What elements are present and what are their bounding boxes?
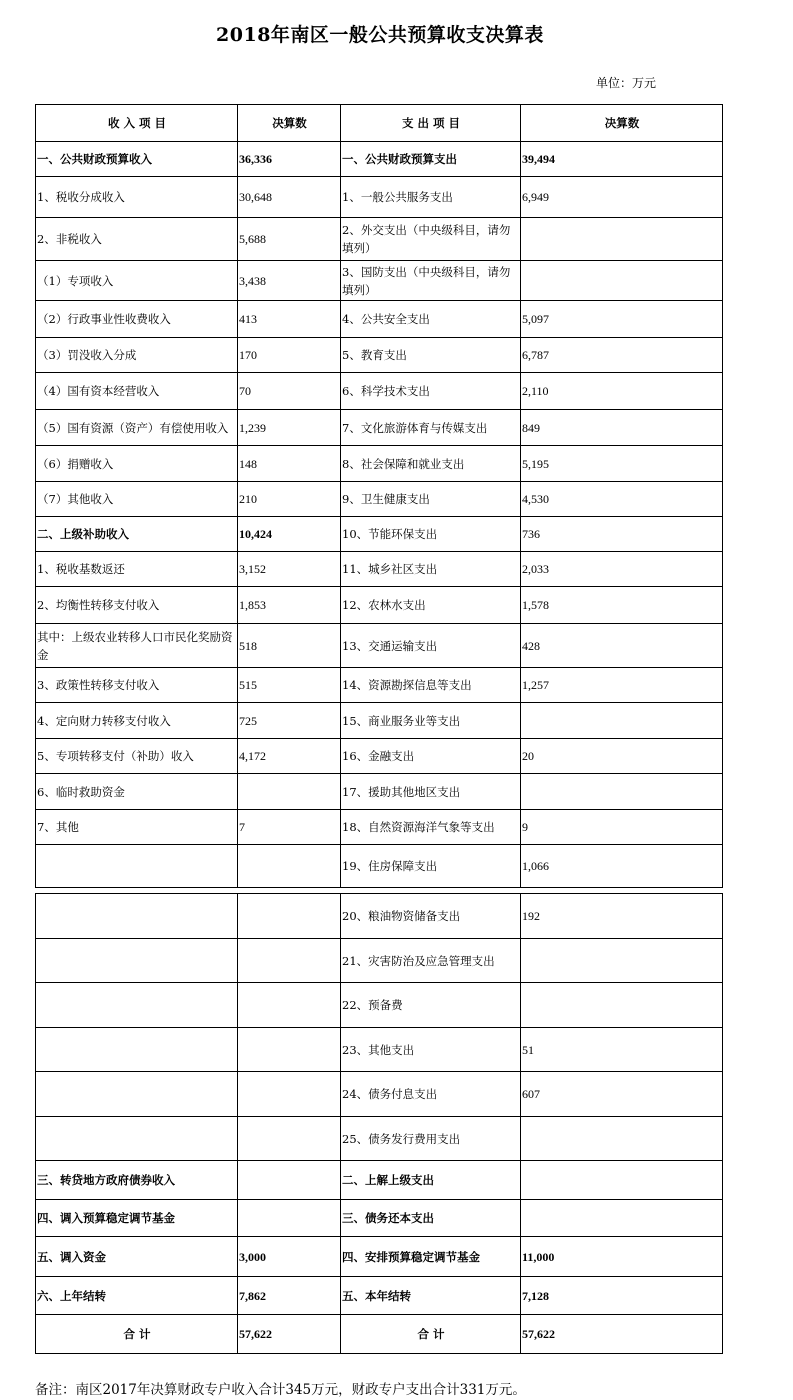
expense-item-cell: 五、本年结转 <box>341 1277 521 1315</box>
expense-value-cell: 1,066 <box>521 845 723 888</box>
income-value-cell: 3,438 <box>238 261 341 301</box>
income-value-cell <box>238 983 341 1028</box>
income-value-cell <box>238 894 341 939</box>
income-item-cell: 2、非税收入 <box>36 218 238 261</box>
expense-value-cell <box>521 218 723 261</box>
expense-item-cell: 3、国防支出（中央级科目，请勿填列） <box>341 261 521 301</box>
expense-item-cell: 1、一般公共服务支出 <box>341 177 521 218</box>
income-value-cell: 413 <box>238 301 341 338</box>
table-row <box>36 845 723 888</box>
table-row <box>36 1200 723 1237</box>
income-total-label: 合 计 <box>36 1315 238 1354</box>
table-header-row <box>36 105 723 142</box>
table-row <box>36 703 723 739</box>
expense-value-cell: 5,195 <box>521 446 723 482</box>
income-item-cell <box>36 1028 238 1072</box>
income-item-cell: （7）其他收入 <box>36 482 238 517</box>
expense-value-cell <box>521 983 723 1028</box>
expense-value-cell <box>521 1161 723 1200</box>
expense-item-cell: 5、教育支出 <box>341 338 521 373</box>
expense-value-cell <box>521 774 723 810</box>
income-item-cell: （5）国有资源（资产）有偿使用收入 <box>36 410 238 446</box>
income-value-cell: 3,000 <box>238 1237 341 1277</box>
expense-item-cell: 20、粮油物资储备支出 <box>341 894 521 939</box>
expense-item-cell: 9、卫生健康支出 <box>341 482 521 517</box>
income-item-cell: 四、调入预算稳定调节基金 <box>36 1200 238 1237</box>
income-item-cell: 3、政策性转移支付收入 <box>36 668 238 703</box>
income-item-cell: （6）捐赠收入 <box>36 446 238 482</box>
income-value-cell <box>238 939 341 983</box>
expense-total-label: 合 计 <box>341 1315 521 1354</box>
table-row <box>36 338 723 373</box>
expense-value-cell: 849 <box>521 410 723 446</box>
footnote: 备注：南区2017年决算财政专户收入合计345万元，财政专户支出合计331万元。 <box>35 1382 526 1398</box>
income-value-cell: 515 <box>238 668 341 703</box>
income-item-cell <box>36 845 238 888</box>
income-value-cell: 5,688 <box>238 218 341 261</box>
expense-value-cell: 1,578 <box>521 587 723 624</box>
expense-value-cell: 11,000 <box>521 1237 723 1277</box>
income-value-cell: 1,853 <box>238 587 341 624</box>
expense-value-cell: 2,110 <box>521 373 723 410</box>
income-item-cell <box>36 1072 238 1117</box>
table-row <box>36 446 723 482</box>
table-row <box>36 1028 723 1072</box>
income-value-cell: 36,336 <box>238 142 341 177</box>
table-row <box>36 894 723 939</box>
income-item-cell: 五、调入资金 <box>36 1237 238 1277</box>
income-value-cell <box>238 1200 341 1237</box>
expense-item-cell: 18、自然资源海洋气象等支出 <box>341 810 521 845</box>
table-row <box>36 301 723 338</box>
table-row <box>36 983 723 1028</box>
expense-value-cell: 6,949 <box>521 177 723 218</box>
expense-item-cell: 17、援助其他地区支出 <box>341 774 521 810</box>
income-value-cell: 210 <box>238 482 341 517</box>
income-item-cell: （4）国有资本经营收入 <box>36 373 238 410</box>
expense-value-cell: 2,033 <box>521 552 723 587</box>
income-item-cell: 其中：上级农业转移人口市民化奖励资金 <box>36 624 238 668</box>
expense-value-cell: 39,494 <box>521 142 723 177</box>
table-row <box>36 1072 723 1117</box>
expense-item-cell: 16、金融支出 <box>341 739 521 774</box>
table-row <box>36 142 723 177</box>
table-row <box>36 261 723 301</box>
income-value-cell: 3,152 <box>238 552 341 587</box>
expense-value-cell: 7,128 <box>521 1277 723 1315</box>
table-row <box>36 587 723 624</box>
income-item-cell <box>36 894 238 939</box>
table-row <box>36 739 723 774</box>
expense-value-cell: 192 <box>521 894 723 939</box>
expense-item-cell: 四、安排预算稳定调节基金 <box>341 1237 521 1277</box>
budget-table-part1 <box>35 104 723 888</box>
income-value-cell: 7 <box>238 810 341 845</box>
income-value-cell: 7,862 <box>238 1277 341 1315</box>
table-row <box>36 373 723 410</box>
income-value-cell <box>238 1028 341 1072</box>
expense-item-cell: 13、交通运输支出 <box>341 624 521 668</box>
income-total-value: 57,622 <box>238 1315 341 1354</box>
table-row <box>36 1117 723 1161</box>
income-value-cell: 30,648 <box>238 177 341 218</box>
income-item-cell: 1、税收基数返还 <box>36 552 238 587</box>
table-row <box>36 668 723 703</box>
expense-value-cell: 1,257 <box>521 668 723 703</box>
expense-item-cell: 三、债务还本支出 <box>341 1200 521 1237</box>
expense-value-cell: 20 <box>521 739 723 774</box>
income-value-cell: 70 <box>238 373 341 410</box>
expense-item-cell: 2、外交支出（中央级科目，请勿填列） <box>341 218 521 261</box>
expense-item-cell: 24、债务付息支出 <box>341 1072 521 1117</box>
income-value-cell <box>238 774 341 810</box>
table-row <box>36 1277 723 1315</box>
income-item-cell: 2、均衡性转移支付收入 <box>36 587 238 624</box>
expense-total-value: 57,622 <box>521 1315 723 1354</box>
expense-value-cell: 6,787 <box>521 338 723 373</box>
income-item-cell: 4、定向财力转移支付收入 <box>36 703 238 739</box>
expense-item-cell: 22、预备费 <box>341 983 521 1028</box>
expense-value-cell <box>521 703 723 739</box>
income-value-cell <box>238 845 341 888</box>
expense-item-cell: 6、科学技术支出 <box>341 373 521 410</box>
expense-value-cell <box>521 1117 723 1161</box>
header-income-value: 决算数 <box>238 105 341 142</box>
expense-item-cell: 23、其他支出 <box>341 1028 521 1072</box>
table-row <box>36 1161 723 1200</box>
table-row <box>36 624 723 668</box>
expense-item-cell: 14、资源勘探信息等支出 <box>341 668 521 703</box>
header-expense-value: 决算数 <box>521 105 723 142</box>
header-income-item: 收 入 项 目 <box>36 105 238 142</box>
expense-item-cell: 7、文化旅游体育与传媒支出 <box>341 410 521 446</box>
expense-value-cell: 428 <box>521 624 723 668</box>
expense-value-cell: 51 <box>521 1028 723 1072</box>
expense-value-cell <box>521 261 723 301</box>
expense-item-cell: 8、社会保障和就业支出 <box>341 446 521 482</box>
income-value-cell: 518 <box>238 624 341 668</box>
table-row <box>36 410 723 446</box>
table-row <box>36 810 723 845</box>
expense-value-cell: 9 <box>521 810 723 845</box>
income-item-cell <box>36 1117 238 1161</box>
income-item-cell: 六、上年结转 <box>36 1277 238 1315</box>
expense-item-cell: 4、公共安全支出 <box>341 301 521 338</box>
table-row <box>36 1237 723 1277</box>
expense-item-cell: 15、商业服务业等支出 <box>341 703 521 739</box>
expense-value-cell <box>521 939 723 983</box>
unit-label: 单位：万元 <box>596 76 657 90</box>
income-item-cell: 三、转贷地方政府债券收入 <box>36 1161 238 1200</box>
income-value-cell <box>238 1161 341 1200</box>
income-value-cell: 170 <box>238 338 341 373</box>
income-item-cell: 一、公共财政预算收入 <box>36 142 238 177</box>
expense-item-cell: 25、债务发行费用支出 <box>341 1117 521 1161</box>
expense-value-cell: 736 <box>521 517 723 552</box>
income-value-cell <box>238 1072 341 1117</box>
table-row <box>36 552 723 587</box>
table-row <box>36 482 723 517</box>
income-item-cell: 二、上级补助收入 <box>36 517 238 552</box>
table-row <box>36 939 723 983</box>
table-row <box>36 774 723 810</box>
expense-item-cell: 二、上解上级支出 <box>341 1161 521 1200</box>
budget-table-part2 <box>35 893 723 1354</box>
expense-value-cell <box>521 1200 723 1237</box>
table-row <box>36 218 723 261</box>
header-expense-item: 支 出 项 目 <box>341 105 521 142</box>
expense-value-cell: 607 <box>521 1072 723 1117</box>
expense-value-cell: 4,530 <box>521 482 723 517</box>
income-item-cell: 6、临时救助资金 <box>36 774 238 810</box>
income-value-cell: 10,424 <box>238 517 341 552</box>
table-row <box>36 177 723 218</box>
expense-item-cell: 21、灾害防治及应急管理支出 <box>341 939 521 983</box>
income-value-cell: 1,239 <box>238 410 341 446</box>
income-item-cell <box>36 939 238 983</box>
income-item-cell: （2）行政事业性收费收入 <box>36 301 238 338</box>
expense-item-cell: 19、住房保障支出 <box>341 845 521 888</box>
income-item-cell: （3）罚没收入分成 <box>36 338 238 373</box>
expense-value-cell: 5,097 <box>521 301 723 338</box>
income-item-cell: 5、专项转移支付（补助）收入 <box>36 739 238 774</box>
expense-item-cell: 一、公共财政预算支出 <box>341 142 521 177</box>
income-item-cell: （1）专项收入 <box>36 261 238 301</box>
income-value-cell <box>238 1117 341 1161</box>
income-item-cell: 1、税收分成收入 <box>36 177 238 218</box>
income-value-cell: 4,172 <box>238 739 341 774</box>
income-value-cell: 148 <box>238 446 341 482</box>
table-row <box>36 517 723 552</box>
income-item-cell: 7、其他 <box>36 810 238 845</box>
expense-item-cell: 12、农林水支出 <box>341 587 521 624</box>
expense-item-cell: 11、城乡社区支出 <box>341 552 521 587</box>
expense-item-cell: 10、节能环保支出 <box>341 517 521 552</box>
total-row <box>36 1315 723 1354</box>
income-item-cell <box>36 983 238 1028</box>
income-value-cell: 725 <box>238 703 341 739</box>
page-title: 2018年南区一般公共预算收支决算表 <box>216 24 544 46</box>
